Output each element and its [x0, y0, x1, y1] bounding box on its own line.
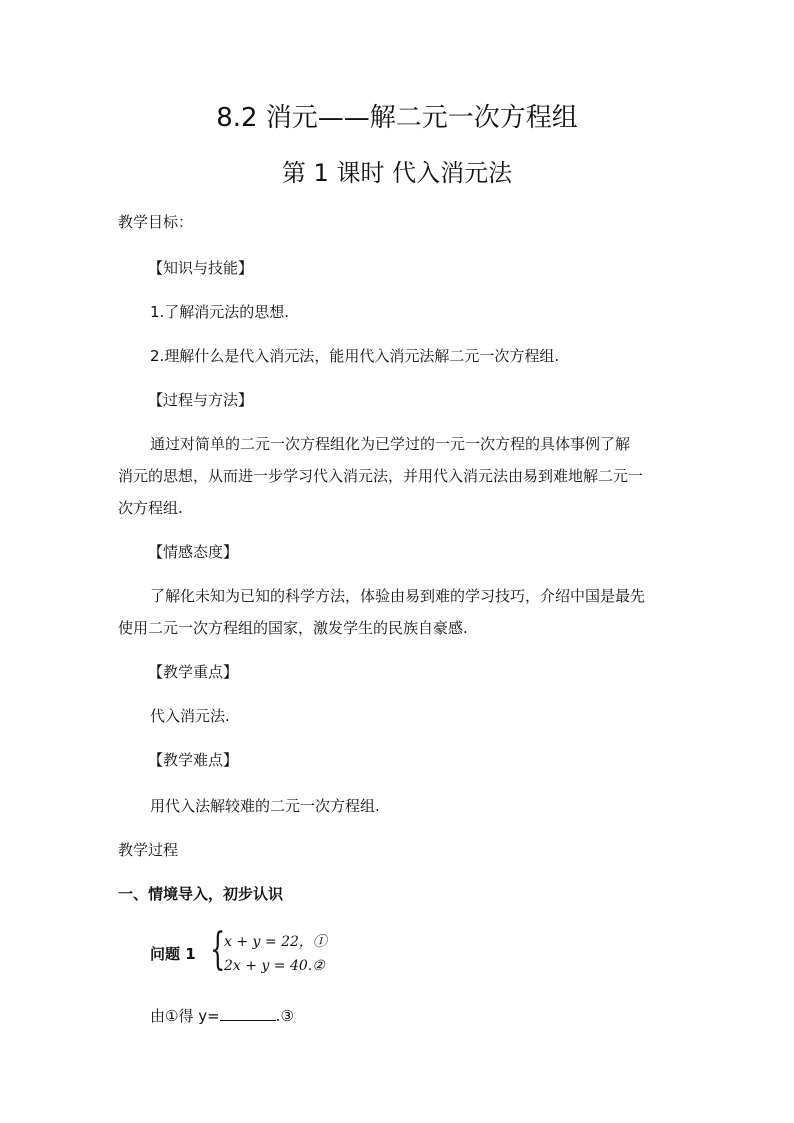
section-attitude: 【情感态度】 [148, 543, 239, 561]
derivation-line [150, 1006, 294, 1026]
process-paragraph-line-1: 通过对简单的二元一次方程组化为已学过的一元一次方程的具体事例了解 [150, 435, 631, 453]
equation-brace: { [210, 924, 226, 975]
derivation-suffix: .③ [275, 1007, 294, 1025]
section-difficult-point: 【教学难点】 [148, 751, 239, 769]
page-subtitle: 第 1 课时 代入消元法 [281, 159, 513, 187]
attitude-paragraph-line-2: 使用二元一次方程组的国家，激发学生的民族自豪感. [118, 619, 468, 637]
difficult-point-text: 用代入法解较难的二元一次方程组. [150, 797, 380, 815]
equation-2: 2x + y = 40.② [224, 958, 325, 974]
knowledge-item-1: 1.了解消元法的思想. [150, 303, 290, 321]
problem-label: 问题 1 [150, 945, 196, 963]
section-key-point: 【教学重点】 [148, 663, 239, 681]
process-paragraph-line-2: 消元的思想，从而进一步学习代入消元法，并用代入消元法由易到难地解二元一 [118, 467, 644, 485]
process-paragraph-line-3: 次方程组. [118, 499, 183, 517]
derivation-prefix: 由①得 y= [150, 1007, 220, 1025]
answer-blank [220, 1006, 276, 1021]
attitude-paragraph-line-1: 了解化未知为已知的科学方法，体验由易到难的学习技巧，介绍中国是最先 [150, 587, 646, 605]
part-one-heading: 一、情境导入，初步认识 [118, 885, 284, 903]
key-point-text: 代入消元法. [150, 707, 230, 725]
section-process: 【过程与方法】 [148, 391, 254, 409]
section-knowledge: 【知识与技能】 [148, 259, 254, 277]
goals-heading: 教学目标： [118, 213, 194, 231]
knowledge-item-2: 2.理解什么是代入消元法，能用代入消元法解二元一次方程组. [150, 347, 560, 365]
equation-1: x + y = 22，① [224, 934, 327, 950]
page-title: 8.2 消元——解二元一次方程组 [216, 103, 578, 133]
teaching-process-heading: 教学过程 [118, 841, 179, 859]
